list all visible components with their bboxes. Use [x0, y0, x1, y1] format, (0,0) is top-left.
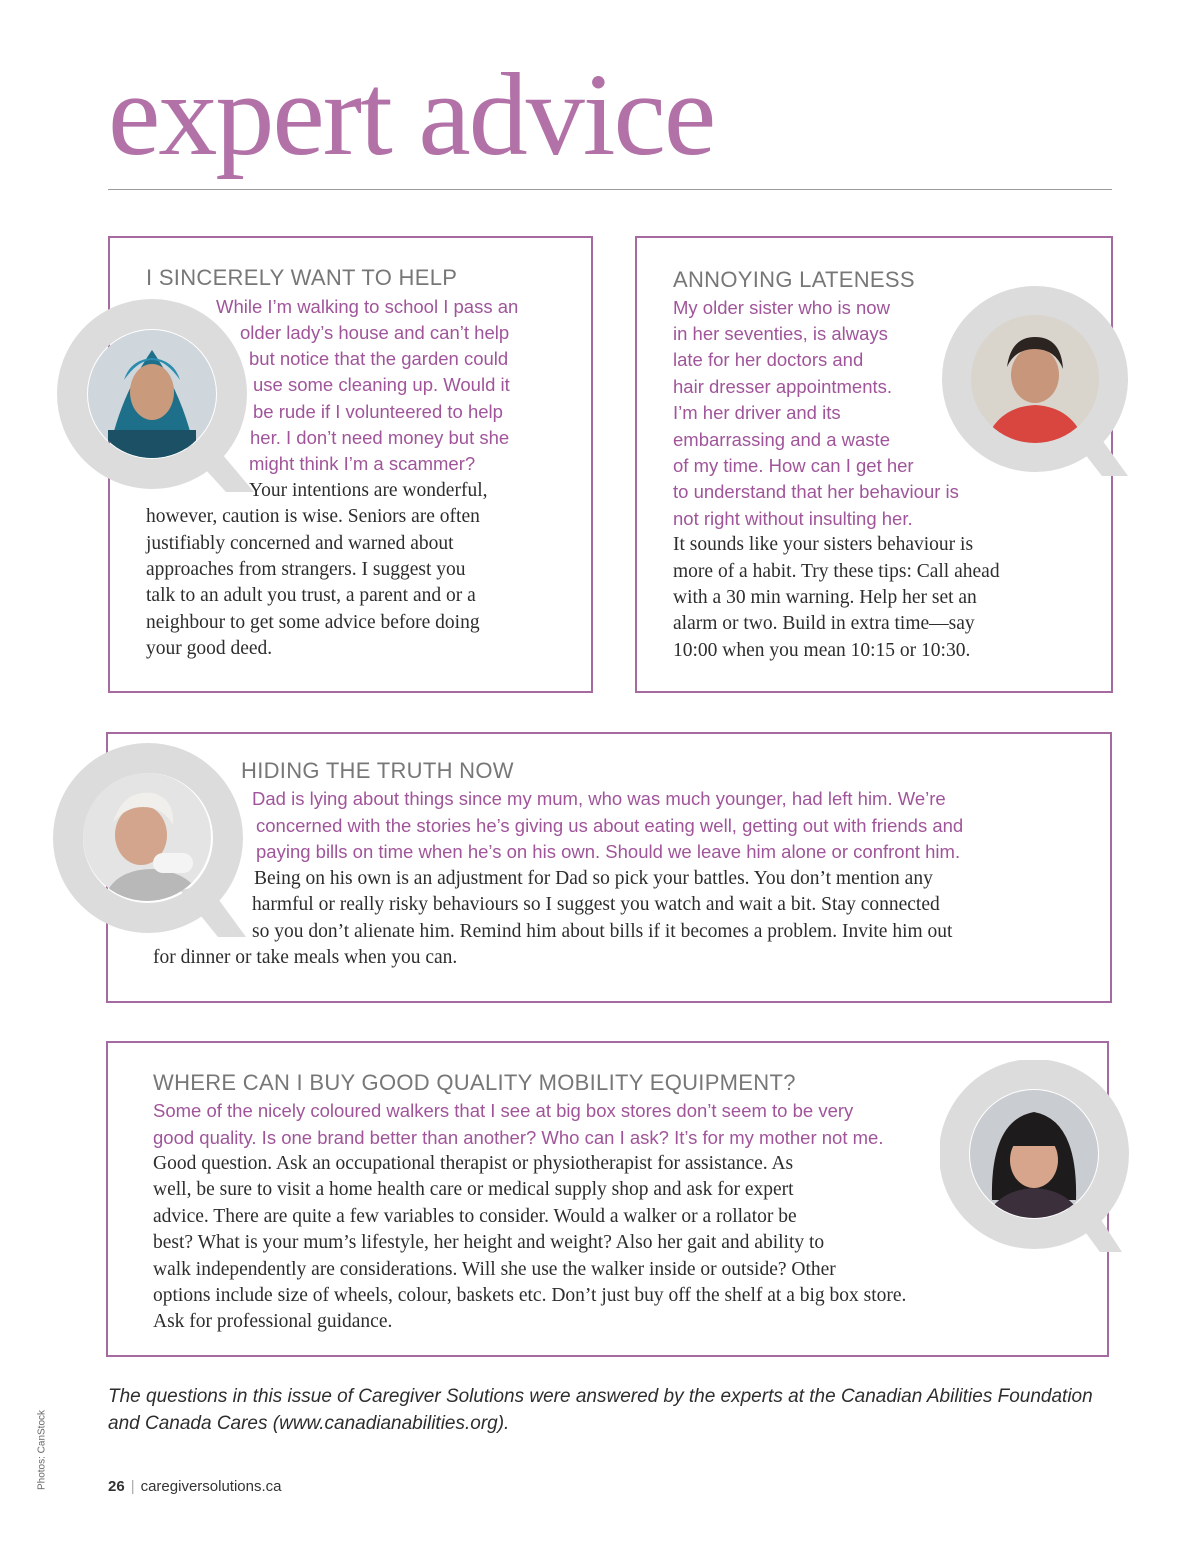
question-heading: WHERE CAN I BUY GOOD QUALITY MOBILITY EQUIPMENT? [153, 1070, 796, 1095]
answer-line: approaches from strangers. I suggest you [146, 559, 466, 580]
question-line: of my time. How can I get her [673, 455, 914, 476]
portrait-photo [88, 330, 216, 458]
answer-line: with a 30 min warning. Help her set an [673, 587, 977, 608]
answer-line: however, caution is wise. Seniors are often [146, 506, 480, 527]
question-heading: I SINCERELY WANT TO HELP [146, 265, 458, 290]
page-number: 26 [108, 1478, 125, 1495]
answer-line: neighbour to get some advice before doing [146, 612, 480, 633]
expert-credits: The questions in this issue of Caregiver Solutions were answered by the experts at the Canadian Abilities Foundation and Canada Cares (www.canadianabilities.org). [108, 1386, 1093, 1434]
answer-line: options include size of wheels, colour, baskets etc. Don’t just buy off the shelf at a big box store. [153, 1285, 907, 1306]
answer-line: Being on his own is an adjustment for Dad so pick your battles. You don’t mention any [254, 868, 933, 889]
question-heading: HIDING THE TRUTH NOW [241, 758, 514, 783]
question-line: paying bills on time when he’s on his own. Should we leave him alone or confront him. [256, 841, 961, 862]
answer-line: so you don’t alienate him. Remind him about bills if it becomes a problem. Invite him out [252, 921, 953, 942]
question-line: Some of the nicely coloured walkers that I see at big box stores don’t seem to be very [153, 1100, 854, 1121]
question-line: hair dresser appointments. [673, 376, 893, 397]
answer-line: more of a habit. Try these tips: Call ahead [673, 561, 1000, 582]
question-line: in her seventies, is always [673, 323, 888, 344]
answer-line: advice. There are quite a few variables to consider. Would a walker or a rollator be [153, 1206, 797, 1227]
question-line: to understand that her behaviour is [673, 481, 959, 502]
answer-line: Your intentions are wonderful, [249, 480, 488, 501]
portrait-photo [970, 1090, 1098, 1218]
answer-line: best? What is your mum’s lifestyle, her height and weight? Also her gait and ability to [153, 1232, 825, 1253]
question-heading: ANNOYING LATENESS [673, 267, 915, 292]
answer-line: your good deed. [146, 638, 273, 659]
answer-line: alarm or two. Build in extra time—say [673, 613, 975, 634]
answer-line: walk independently are considerations. Will she use the walker inside or outside? Other [153, 1259, 836, 1280]
portrait-photo [971, 315, 1099, 443]
q-letter-icon [54, 296, 254, 526]
page-title: expert advice [108, 49, 715, 180]
question-line: good quality. Is one brand better than another? Who can I ask? It’s for my mother not me. [153, 1127, 884, 1148]
q-letter-icon [942, 286, 1142, 516]
answer-line: harmful or really risky behaviours so I suggest you watch and wait a bit. Stay connected [252, 894, 940, 915]
question-line: concerned with the stories he’s giving us about eating well, getting out with friends and [256, 815, 964, 836]
question-line: be rude if I volunteered to help [253, 401, 503, 422]
q-letter-icon [940, 1060, 1140, 1290]
site-link[interactable]: caregiversolutions.ca [140, 1478, 282, 1495]
question-line: but notice that the garden could [249, 348, 509, 369]
answer-line: for dinner or take meals when you can. [153, 947, 458, 968]
answer-line: Good question. Ask an occupational therapist or physiotherapist for assistance. As [153, 1153, 794, 1174]
question-line: embarrassing and a waste [673, 429, 890, 450]
answer-line: It sounds like your sisters behaviour is [673, 534, 974, 555]
question-line: not right without insulting her. [673, 508, 913, 529]
answer-line: justifiably concerned and warned about [146, 533, 454, 554]
answer-line: 10:00 when you mean 10:15 or 10:30. [673, 640, 971, 661]
portrait-photo [83, 773, 211, 901]
answer-line: well, be sure to visit a home health care or medical supply shop and ask for expert [153, 1179, 794, 1200]
question-line: use some cleaning up. Would it [253, 374, 510, 395]
question-line: Dad is lying about things since my mum, who was much younger, had left him. We’re [252, 788, 946, 809]
question-line: might think I’m a scammer? [249, 453, 476, 474]
answer-line: talk to an adult you trust, a parent and or a [146, 585, 476, 606]
title-divider [108, 189, 1112, 190]
question-line: late for her doctors and [673, 349, 864, 370]
question-line: My older sister who is now [673, 297, 890, 318]
question-line: While I’m walking to school I pass an [216, 296, 519, 317]
question-line: her. I don’t need money but she [250, 427, 510, 448]
answer-line: Ask for professional guidance. [153, 1311, 393, 1332]
question-line: I’m her driver and its [673, 402, 841, 423]
q-letter-icon [52, 742, 252, 972]
photo-credit: Photos: CanStock [36, 1409, 48, 1491]
question-line: older lady’s house and can’t help [240, 322, 510, 343]
footer-separator: | [130, 1478, 135, 1495]
page-footer [108, 1478, 282, 1495]
